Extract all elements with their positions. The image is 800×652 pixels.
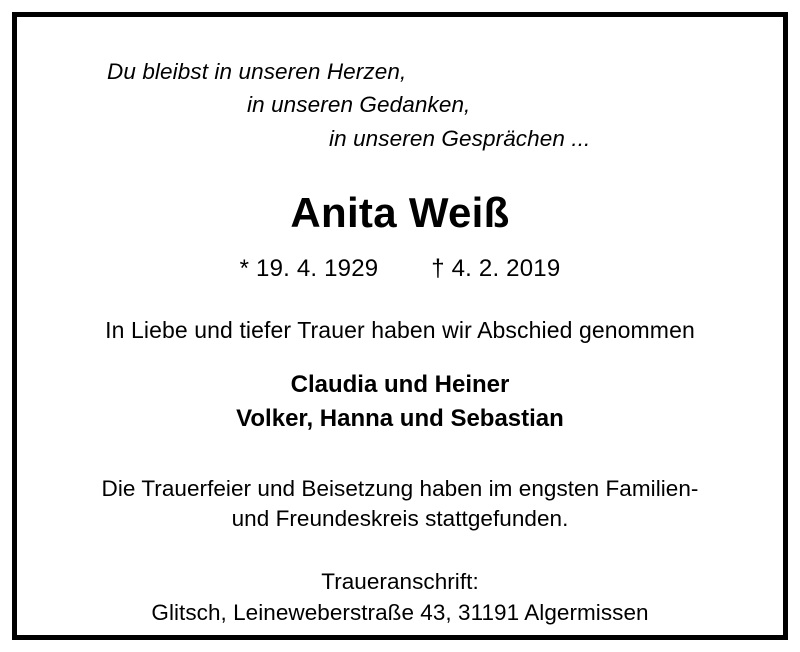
verse-line-1: Du bleibst in unseren Herzen, bbox=[107, 59, 407, 84]
verse-line-2: in unseren Gedanken, bbox=[247, 92, 471, 118]
birth-date: * 19. 4. 1929 bbox=[239, 254, 379, 282]
address-value: Glitsch, Leineweberstraße 43, 31191 Algermissen bbox=[151, 599, 649, 625]
obituary-content bbox=[17, 17, 783, 635]
verse-line-3: in unseren Gesprächen ... bbox=[329, 125, 591, 151]
mourning-sentence: In Liebe und tiefer Trauer haben wir Abschied genommen bbox=[105, 316, 695, 343]
condolence-address bbox=[51, 567, 749, 628]
life-dates bbox=[51, 255, 749, 283]
ceremony-line-2: und Freundeskreis stattgefunden. bbox=[231, 505, 569, 531]
verse-block bbox=[51, 55, 749, 155]
deceased-name: Anita Weiß bbox=[290, 188, 510, 236]
obituary-notice-card bbox=[12, 12, 788, 640]
survivors-block bbox=[51, 368, 749, 436]
death-date: † 4. 2. 2019 bbox=[431, 254, 561, 282]
survivors-line: Volker, Hanna und Sebastian bbox=[236, 404, 564, 432]
ceremony-line-1: Die Trauerfeier und Beisetzung haben im engsten Familien- bbox=[101, 476, 699, 502]
ceremony-note bbox=[51, 474, 749, 533]
survivors-line: Claudia und Heiner bbox=[290, 370, 510, 398]
address-label: Traueranschrift: bbox=[321, 569, 479, 595]
